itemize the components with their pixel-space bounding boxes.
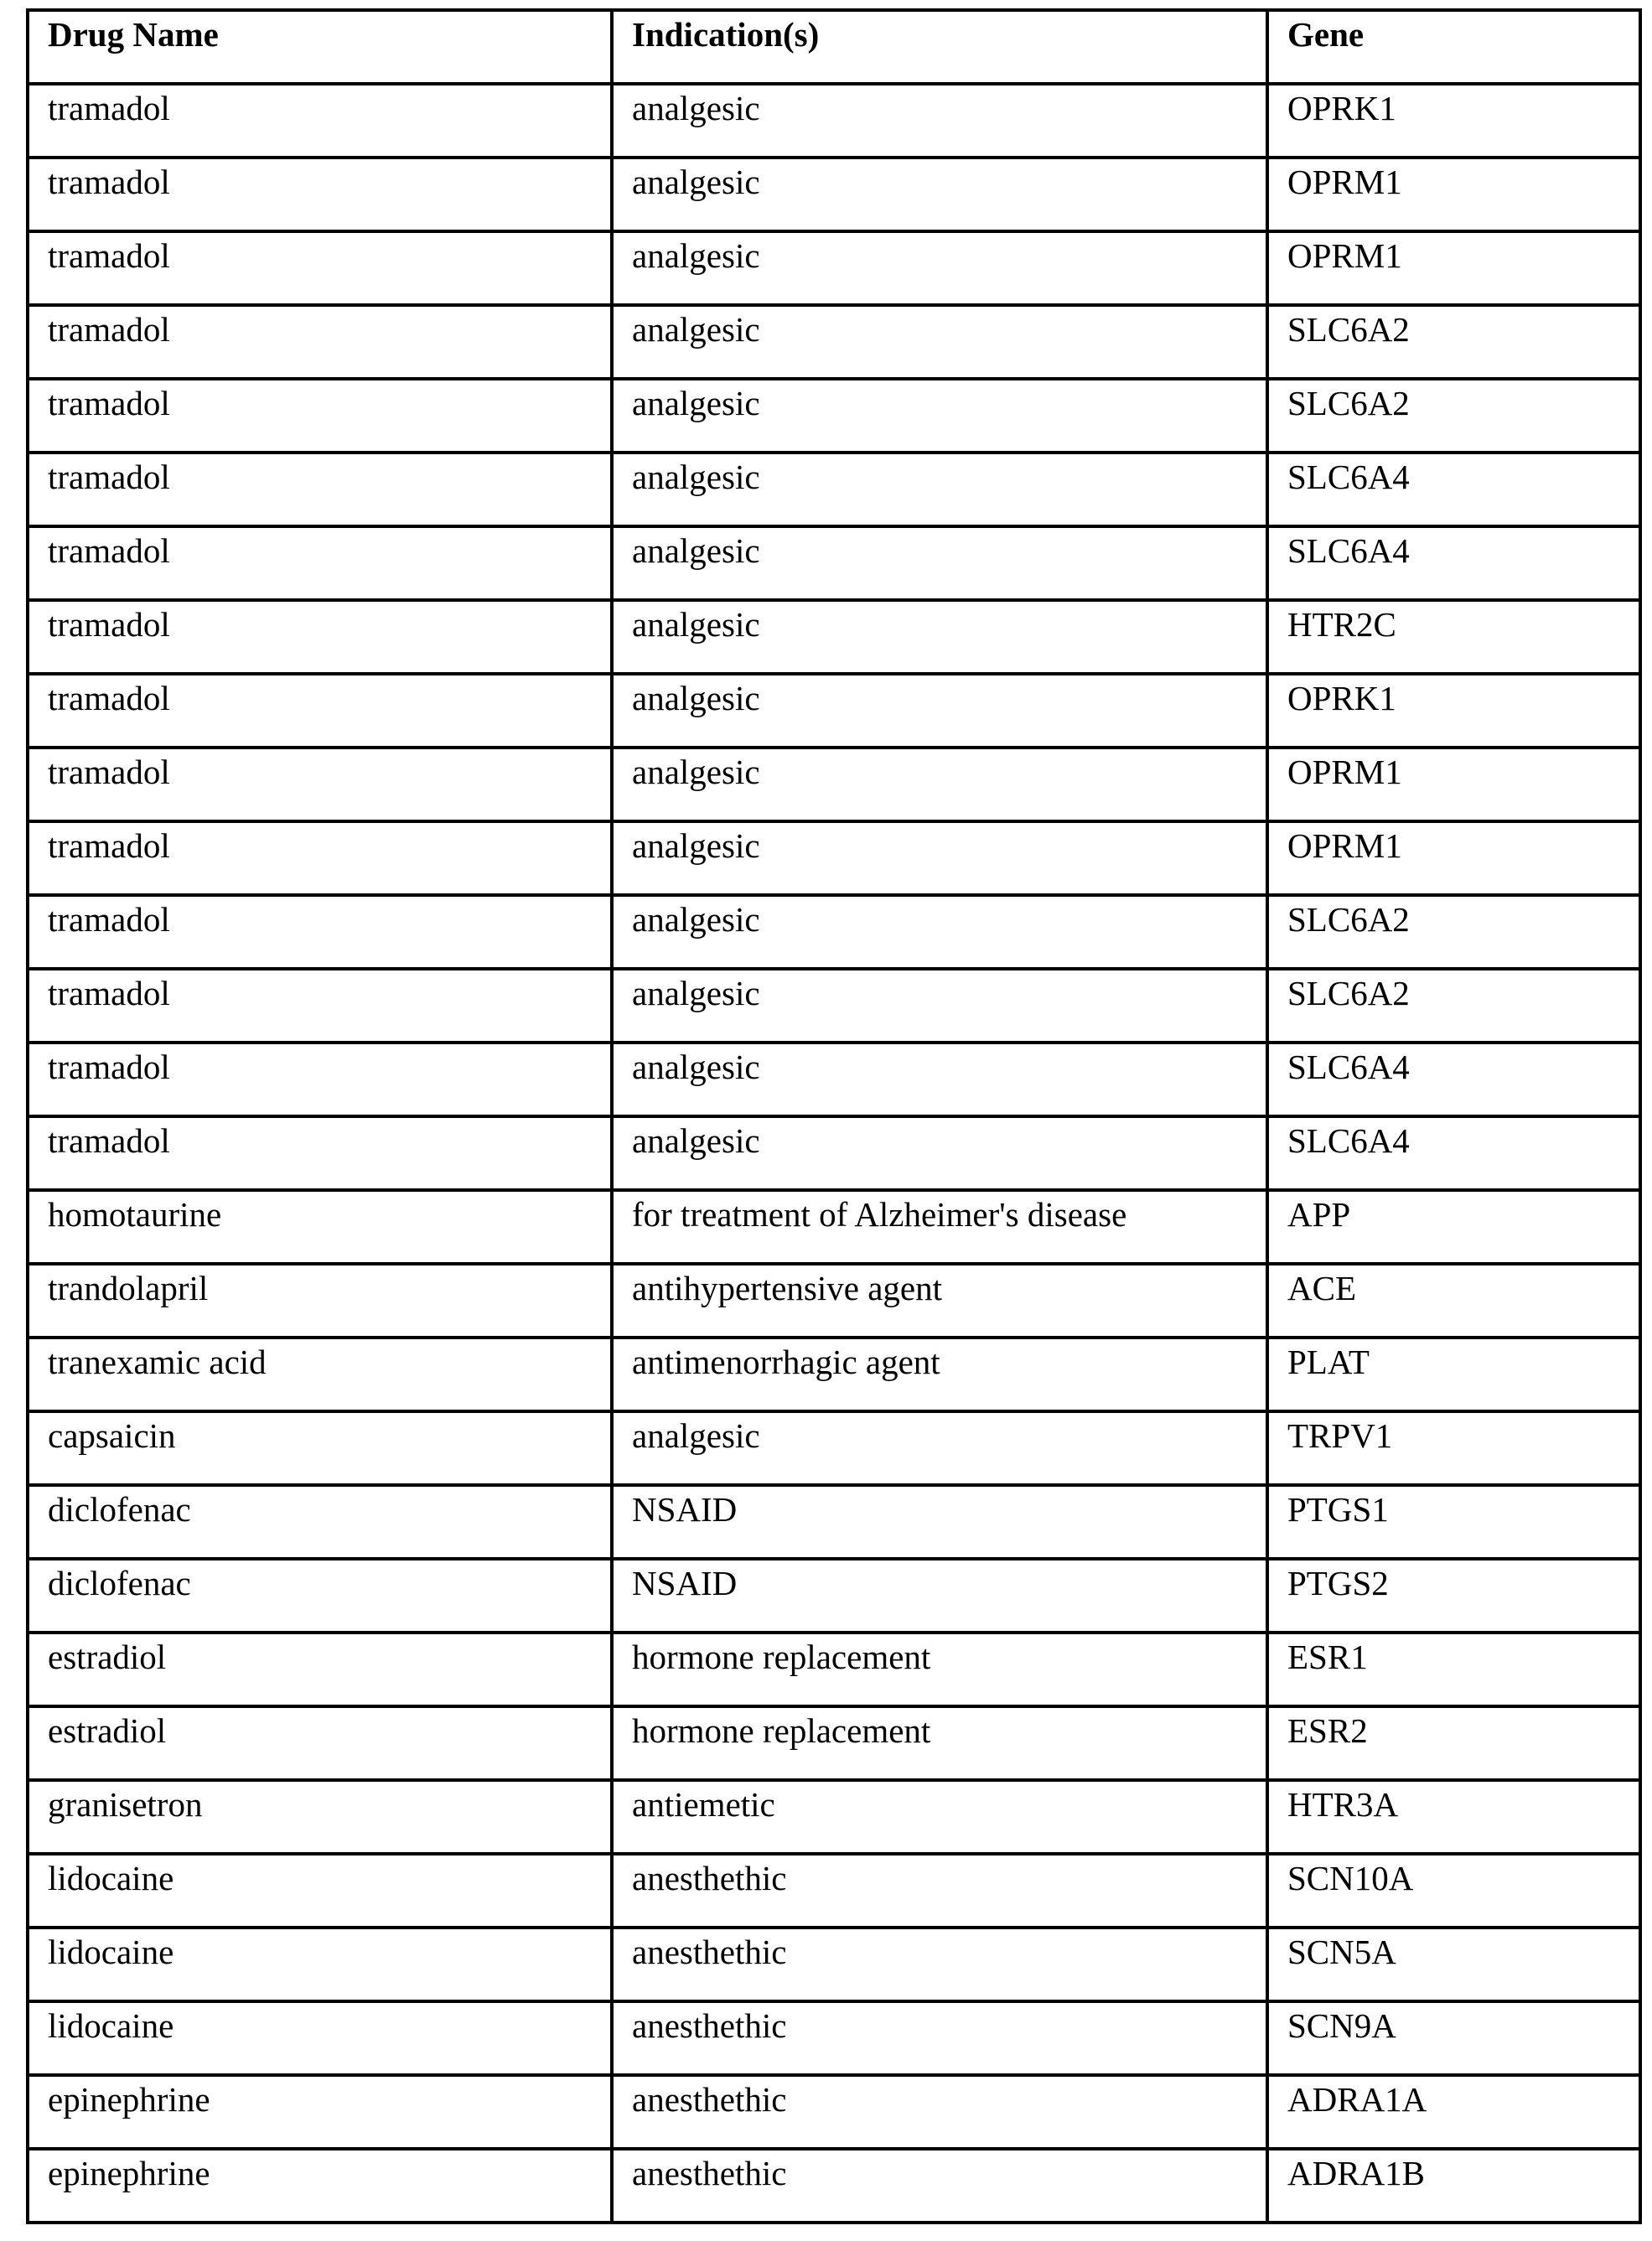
table-row: [28, 1854, 1640, 1928]
drug-name-cell: tramadol: [28, 600, 612, 674]
drug-name-cell: lidocaine: [28, 1854, 612, 1928]
drug-name-cell: trandolapril: [28, 1264, 612, 1338]
gene-cell: SCN9A: [1267, 2001, 1640, 2075]
drug-name-cell: tramadol: [28, 1043, 612, 1116]
drug-name-cell: tramadol: [28, 305, 612, 379]
drug-name-cell: homotaurine: [28, 1190, 612, 1264]
gene-cell: OPRM1: [1267, 821, 1640, 895]
drug-name-cell: tramadol: [28, 453, 612, 526]
indication-cell: hormone replacement: [612, 1706, 1267, 1780]
drug-name-cell: lidocaine: [28, 1928, 612, 2001]
table-row: [28, 158, 1640, 231]
gene-cell: ACE: [1267, 1264, 1640, 1338]
indication-cell: for treatment of Alzheimer's disease: [612, 1190, 1267, 1264]
indication-cell: anesthethic: [612, 2075, 1267, 2149]
gene-cell: SCN5A: [1267, 1928, 1640, 2001]
gene-cell: SLC6A2: [1267, 969, 1640, 1043]
table-row: [28, 821, 1640, 895]
drug-name-cell: diclofenac: [28, 1485, 612, 1559]
indication-cell: analgesic: [612, 895, 1267, 969]
indication-cell: analgesic: [612, 969, 1267, 1043]
indication-cell: hormone replacement: [612, 1633, 1267, 1706]
indication-cell: antimenorrhagic agent: [612, 1338, 1267, 1411]
drug-name-cell: tramadol: [28, 969, 612, 1043]
gene-cell: SCN10A: [1267, 1854, 1640, 1928]
drug-name-cell: diclofenac: [28, 1559, 612, 1633]
gene-cell: OPRK1: [1267, 84, 1640, 158]
drug-name-cell: estradiol: [28, 1706, 612, 1780]
drug-name-cell: tramadol: [28, 895, 612, 969]
table-row: [28, 1706, 1640, 1780]
drug-name-cell: epinephrine: [28, 2149, 612, 2223]
gene-cell: APP: [1267, 1190, 1640, 1264]
drug-name-cell: tramadol: [28, 231, 612, 305]
indication-cell: analgesic: [612, 821, 1267, 895]
table-row: [28, 231, 1640, 305]
header-row: [28, 10, 1640, 84]
table-row: [28, 1411, 1640, 1485]
gene-cell: OPRM1: [1267, 748, 1640, 821]
table-row: [28, 1043, 1640, 1116]
gene-cell: PTGS2: [1267, 1559, 1640, 1633]
indication-cell: analgesic: [612, 84, 1267, 158]
indication-cell: analgesic: [612, 748, 1267, 821]
table-row: [28, 1190, 1640, 1264]
drug-name-cell: tranexamic acid: [28, 1338, 612, 1411]
indication-cell: anesthethic: [612, 2001, 1267, 2075]
indication-cell: analgesic: [612, 379, 1267, 453]
header-indications: Indication(s): [612, 10, 1267, 84]
indication-cell: NSAID: [612, 1559, 1267, 1633]
gene-cell: HTR2C: [1267, 600, 1640, 674]
table-row: [28, 453, 1640, 526]
drug-name-cell: tramadol: [28, 674, 612, 748]
gene-cell: SLC6A2: [1267, 305, 1640, 379]
gene-cell: SLC6A4: [1267, 1043, 1640, 1116]
drug-name-cell: tramadol: [28, 379, 612, 453]
table-row: [28, 1116, 1640, 1190]
table-row: [28, 305, 1640, 379]
drug-name-cell: capsaicin: [28, 1411, 612, 1485]
table-row: [28, 526, 1640, 600]
indication-cell: analgesic: [612, 674, 1267, 748]
indication-cell: analgesic: [612, 526, 1267, 600]
gene-cell: OPRM1: [1267, 158, 1640, 231]
gene-cell: PTGS1: [1267, 1485, 1640, 1559]
table-row: [28, 84, 1640, 158]
header-drug-name: Drug Name: [28, 10, 612, 84]
table-row: [28, 1633, 1640, 1706]
drug-name-cell: tramadol: [28, 748, 612, 821]
table-row: [28, 1928, 1640, 2001]
gene-cell: SLC6A2: [1267, 895, 1640, 969]
indication-cell: analgesic: [612, 1411, 1267, 1485]
table-row: [28, 1780, 1640, 1854]
gene-cell: TRPV1: [1267, 1411, 1640, 1485]
table-row: [28, 379, 1640, 453]
indication-cell: anesthethic: [612, 1854, 1267, 1928]
drug-name-cell: tramadol: [28, 821, 612, 895]
table-row: [28, 748, 1640, 821]
gene-cell: SLC6A2: [1267, 379, 1640, 453]
indication-cell: analgesic: [612, 600, 1267, 674]
indication-cell: analgesic: [612, 1043, 1267, 1116]
drug-gene-table: [26, 8, 1642, 2224]
indication-cell: anesthethic: [612, 2149, 1267, 2223]
gene-cell: SLC6A4: [1267, 526, 1640, 600]
gene-cell: SLC6A4: [1267, 1116, 1640, 1190]
gene-cell: OPRK1: [1267, 674, 1640, 748]
gene-cell: PLAT: [1267, 1338, 1640, 1411]
indication-cell: antihypertensive agent: [612, 1264, 1267, 1338]
indication-cell: antiemetic: [612, 1780, 1267, 1854]
drug-name-cell: tramadol: [28, 1116, 612, 1190]
table-row: [28, 1264, 1640, 1338]
gene-cell: ESR2: [1267, 1706, 1640, 1780]
gene-cell: SLC6A4: [1267, 453, 1640, 526]
indication-cell: analgesic: [612, 305, 1267, 379]
indication-cell: analgesic: [612, 158, 1267, 231]
indication-cell: analgesic: [612, 453, 1267, 526]
drug-name-cell: estradiol: [28, 1633, 612, 1706]
gene-cell: OPRM1: [1267, 231, 1640, 305]
gene-cell: ESR1: [1267, 1633, 1640, 1706]
table-row: [28, 600, 1640, 674]
indication-cell: NSAID: [612, 1485, 1267, 1559]
table-row: [28, 2149, 1640, 2223]
drug-name-cell: lidocaine: [28, 2001, 612, 2075]
gene-cell: HTR3A: [1267, 1780, 1640, 1854]
table-row: [28, 2001, 1640, 2075]
table-row: [28, 969, 1640, 1043]
table-row: [28, 2075, 1640, 2149]
table-row: [28, 895, 1640, 969]
drug-name-cell: tramadol: [28, 84, 612, 158]
header-gene: Gene: [1267, 10, 1640, 84]
drug-name-cell: granisetron: [28, 1780, 612, 1854]
table-row: [28, 1485, 1640, 1559]
indication-cell: analgesic: [612, 231, 1267, 305]
drug-name-cell: tramadol: [28, 526, 612, 600]
drug-name-cell: tramadol: [28, 158, 612, 231]
table-row: [28, 674, 1640, 748]
table-row: [28, 1559, 1640, 1633]
gene-cell: ADRA1B: [1267, 2149, 1640, 2223]
indication-cell: analgesic: [612, 1116, 1267, 1190]
drug-name-cell: epinephrine: [28, 2075, 612, 2149]
indication-cell: anesthethic: [612, 1928, 1267, 2001]
table-row: [28, 1338, 1640, 1411]
gene-cell: ADRA1A: [1267, 2075, 1640, 2149]
